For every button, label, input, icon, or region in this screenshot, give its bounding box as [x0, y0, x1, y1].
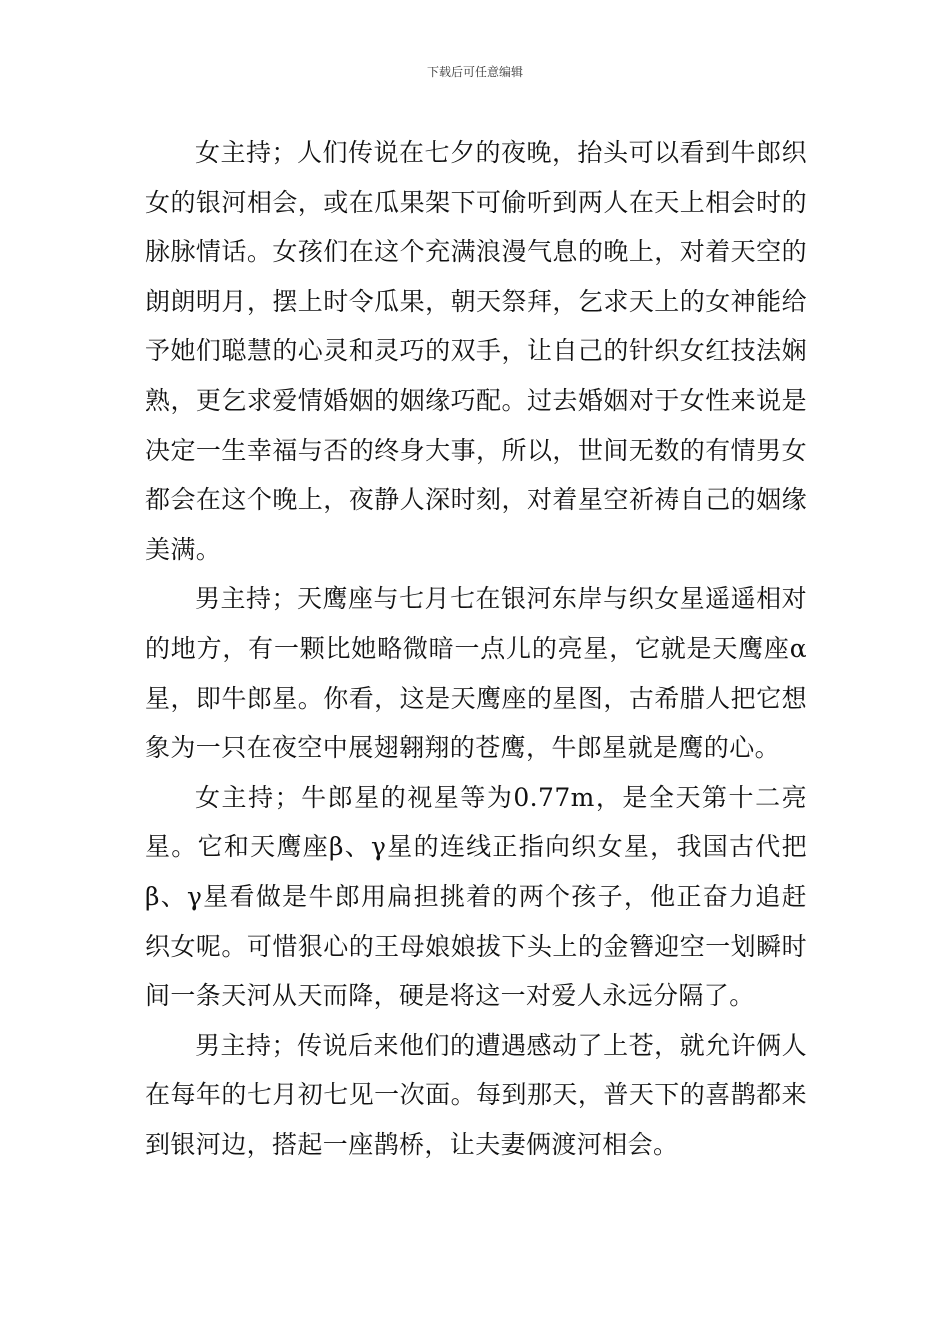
document-body: [145, 128, 807, 1169]
paragraph-3: 女主持；牛郎星的视星等为0.77m，是全天第十二亮星。它和天鹰座β、γ星的连线正指向织女星，我国古代把β、γ星看做是牛郎用扁担挑着的两个孩子，他正奋力追赶织女呢。可惜狠心的王母娘娘拔下头上的金簪迎空一划瞬时间一条天河从天而降，硬是将这一对爱人永远分隔了。: [145, 782, 807, 1011]
paragraph-2: 男主持；天鹰座与七月七在银河东岸与织女星遥遥相对的地方，有一颗比她略微暗一点儿的亮星，它就是天鹰座α星，即牛郎星。你看，这是天鹰座的星图，古希腊人把它想象为一只在夜空中展翅翱翔的苍鹰，牛郎星就是鹰的心。: [145, 584, 807, 763]
paragraph-4: 男主持；传说后来他们的遭遇感动了上苍，就允许俩人在每年的七月初七见一次面。每到那天，普天下的喜鹊都来到银河边，搭起一座鹊桥，让夫妻俩渡河相会。: [145, 1030, 807, 1159]
page-header: 下载后可任意编辑: [426, 65, 523, 79]
paragraph-1: 女主持；人们传说在七夕的夜晚，抬头可以看到牛郎织女的银河相会，或在瓜果架下可偷听到两人在天上相会时的脉脉情话。女孩们在这个充满浪漫气息的晚上，对着天空的朗朗明月，摆上时令瓜果，朝天祭拜，乞求天上的女神能给予她们聪慧的心灵和灵巧的双手，让自己的针织女红技法娴熟，更乞求爱情婚姻的姻缘巧配。过去婚姻对于女性来说是决定一生幸福与否的终身大事，所以，世间无数的有情男女都会在这个晚上，夜静人深时刻，对着星空祈祷自己的姻缘美满。: [145, 138, 807, 564]
